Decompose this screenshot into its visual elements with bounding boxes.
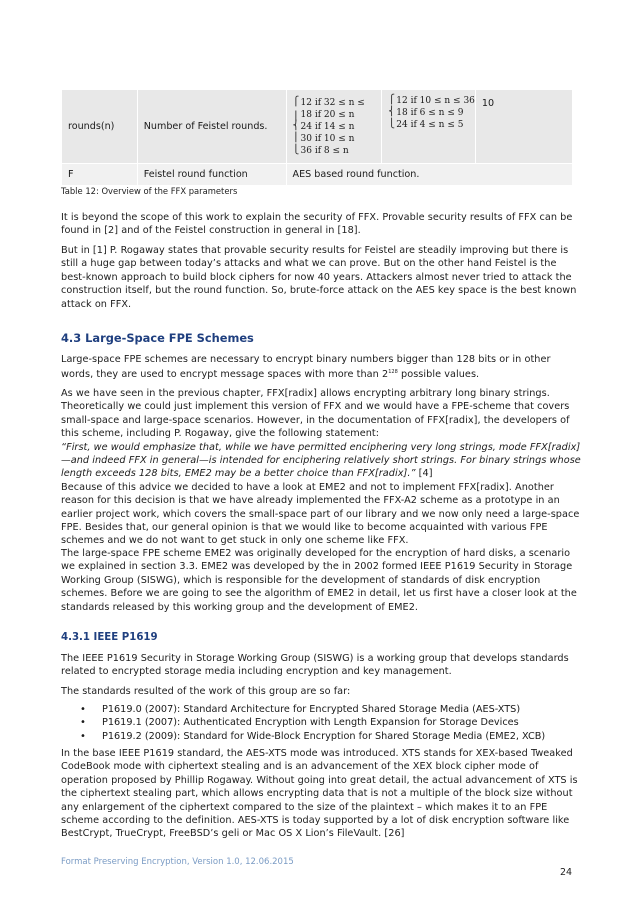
- paragraph: The IEEE P1619 Security in Storage Working Group (SISWG) is a working group that develops standards related to encrypted storage media including encryption and key management.: [61, 653, 569, 678]
- paragraph: The standards resulted of the work of this group are so far:: [61, 686, 351, 697]
- case-line: 36 if 8 ≤ n: [300, 145, 349, 156]
- param-name-cell: F: [62, 164, 138, 186]
- paragraph: The large-space FPE scheme EME2 was originally developed for the encryption of hard disks, a scenario we explained in section 3.3. EME2 was developed by the in 2002 formed IEEE P1619 Security in Storage Working Group (SISWG), which is responsible for the development of standards of disk encryption schemes. Before we are going to see the algorithm of EME2 in detail, let us first have a closer look at the standards released by this working group and the development of EME2.: [61, 548, 577, 613]
- case-line: 12 if 32 ≤ n ≤: [300, 97, 365, 108]
- quote: “First, we would emphasize that, while we have permitted enciphering very long strings, mode FFX[radix]—and indeed FFX in general—is intended for enciphering relatively short strings. For binary strings whose length exceeds 128 bits, EME2 may be a better choice than FFX[radix].”: [61, 441, 581, 480]
- param-desc-cell: Feistel round function: [137, 164, 286, 186]
- param-name-cell: rounds(n): [62, 90, 138, 164]
- table-caption: Table 12: Overview of the FFX parameters: [61, 186, 238, 196]
- paragraph: As we have seen in the previous chapter, FFX[radix] allows encrypting arbitrary long binary strings. Theoretically we could just implement this version of FFX and we would have a FPE-scheme that covers small-space and large-space scenarios. However, in the documentation of FFX[radix], the developers of this scheme, including P. Rogaway, give the following statement: “First, we would emphasize that, while we have permitted enciphering very long strings, mode FFX[radix]—and indeed FFX in general—is intended for enciphering relatively short strings. For binary strings whose length exceeds 128 bits, EME2 may be a better choice than FFX[radix].” [4] Because of this advice we decided to have a look at EME2 and not to implement FFX[radix]. Another reason for this decision is that we have already implemented the FFX-A2 scheme as a prototype in an earlier project work, which covers the small-space part of our library and we now only need a large-space FPE. Besides that, our general opinion is that we would like to become acquainted with various FPE schemes and we do not want to get stuck in only one scheme like FFX.: [61, 388, 581, 547]
- table-row: [62, 164, 573, 186]
- case-line: 24 if 14 ≤ n: [300, 121, 355, 132]
- paragraph: It is beyond the scope of this work to explain the security of FFX. Provable security results of FFX can be found in [2] and of the Feistel construction in general in [18].: [61, 212, 573, 237]
- ffx-parameter-table: [61, 89, 573, 186]
- paragraph: Large-space FPE schemes are necessary to encrypt binary numbers bigger than 128 bits or in other words, they are used to encrypt message spaces with more than $2^{128}$ possible values.: [61, 354, 551, 381]
- param-value-cell: AES based round function.: [286, 164, 573, 186]
- list-item: • P1619.1 (2007): Authenticated Encryption with Length Expansion for Storage Devices: [80, 716, 580, 729]
- subsection-heading: 4.3.1 IEEE P1619: [61, 632, 158, 643]
- case-line: 18 if 20 ≤ n: [300, 109, 355, 120]
- case-line: 18 if 6 ≤ n ≤ 9: [396, 108, 464, 118]
- brace-symbol: ⎧ ⎪ ⎨ ⎪ ⎩: [292, 96, 300, 155]
- param-desc-cell: Number of Feistel rounds.: [137, 90, 286, 164]
- rounds-cases-cell-a: [286, 90, 382, 164]
- section-heading: 4.3 Large-Space FPE Schemes: [61, 331, 254, 345]
- case-line: 12 if 10 ≤ n ≤ 36: [396, 96, 475, 106]
- page-footer: Format Preserving Encryption, Version 1.0, 12.06.2015: [61, 857, 294, 867]
- table-row: [62, 90, 573, 164]
- list-item: • P1619.0 (2007): Standard Architecture for Encrypted Shared Storage Media (AES-XTS): [80, 703, 580, 716]
- rounds-cases-cell-b: [382, 90, 476, 164]
- case-line: 24 if 4 ≤ n ≤ 5: [396, 120, 464, 130]
- paragraph: But in [1] P. Rogaway states that provable security results for Feistel are steadily improving but there is still a huge gap between today’s attacks and what we can prove. But on the other hand Feistel is the best-known approach to build block ciphers for now 40 years. Attackers almost never tried to attack the construction itself, but the round function. So, brute-force attack on the AES key space is the best known attack on FFX.: [61, 245, 577, 310]
- rounds-value-cell: 10: [475, 90, 572, 164]
- brace-symbol: ⎧ ⎨ ⎩: [388, 95, 396, 129]
- list-item: • P1619.2 (2009): Standard for Wide-Block Encryption for Shared Storage Media (EME2, XCB): [80, 730, 580, 743]
- standards-list: [80, 703, 580, 743]
- paragraph: In the base IEEE P1619 standard, the AES-XTS mode was introduced. XTS stands for XEX-based Tweaked CodeBook mode with ciphertext stealing and is an advancement of the XEX block cipher mode of operation proposed by Phillip Rogaway. Without going into great detail, the actual advancement of XTS is the ciphertext stealing part, which allows encrypting data that is not a multiple of the block size without any enlargement of the ciphertext compared to the size of the plaintext – which makes it to an FPE scheme according to the definition. AES-XTS is today supported by a lot of disk encryption software like BestCrypt, TrueCrypt, FreeBSD’s geli or Mac OS X Lion’s FileVault. [26]: [61, 748, 578, 840]
- page-number: 24: [560, 867, 573, 878]
- case-line: 30 if 10 ≤ n: [300, 133, 355, 144]
